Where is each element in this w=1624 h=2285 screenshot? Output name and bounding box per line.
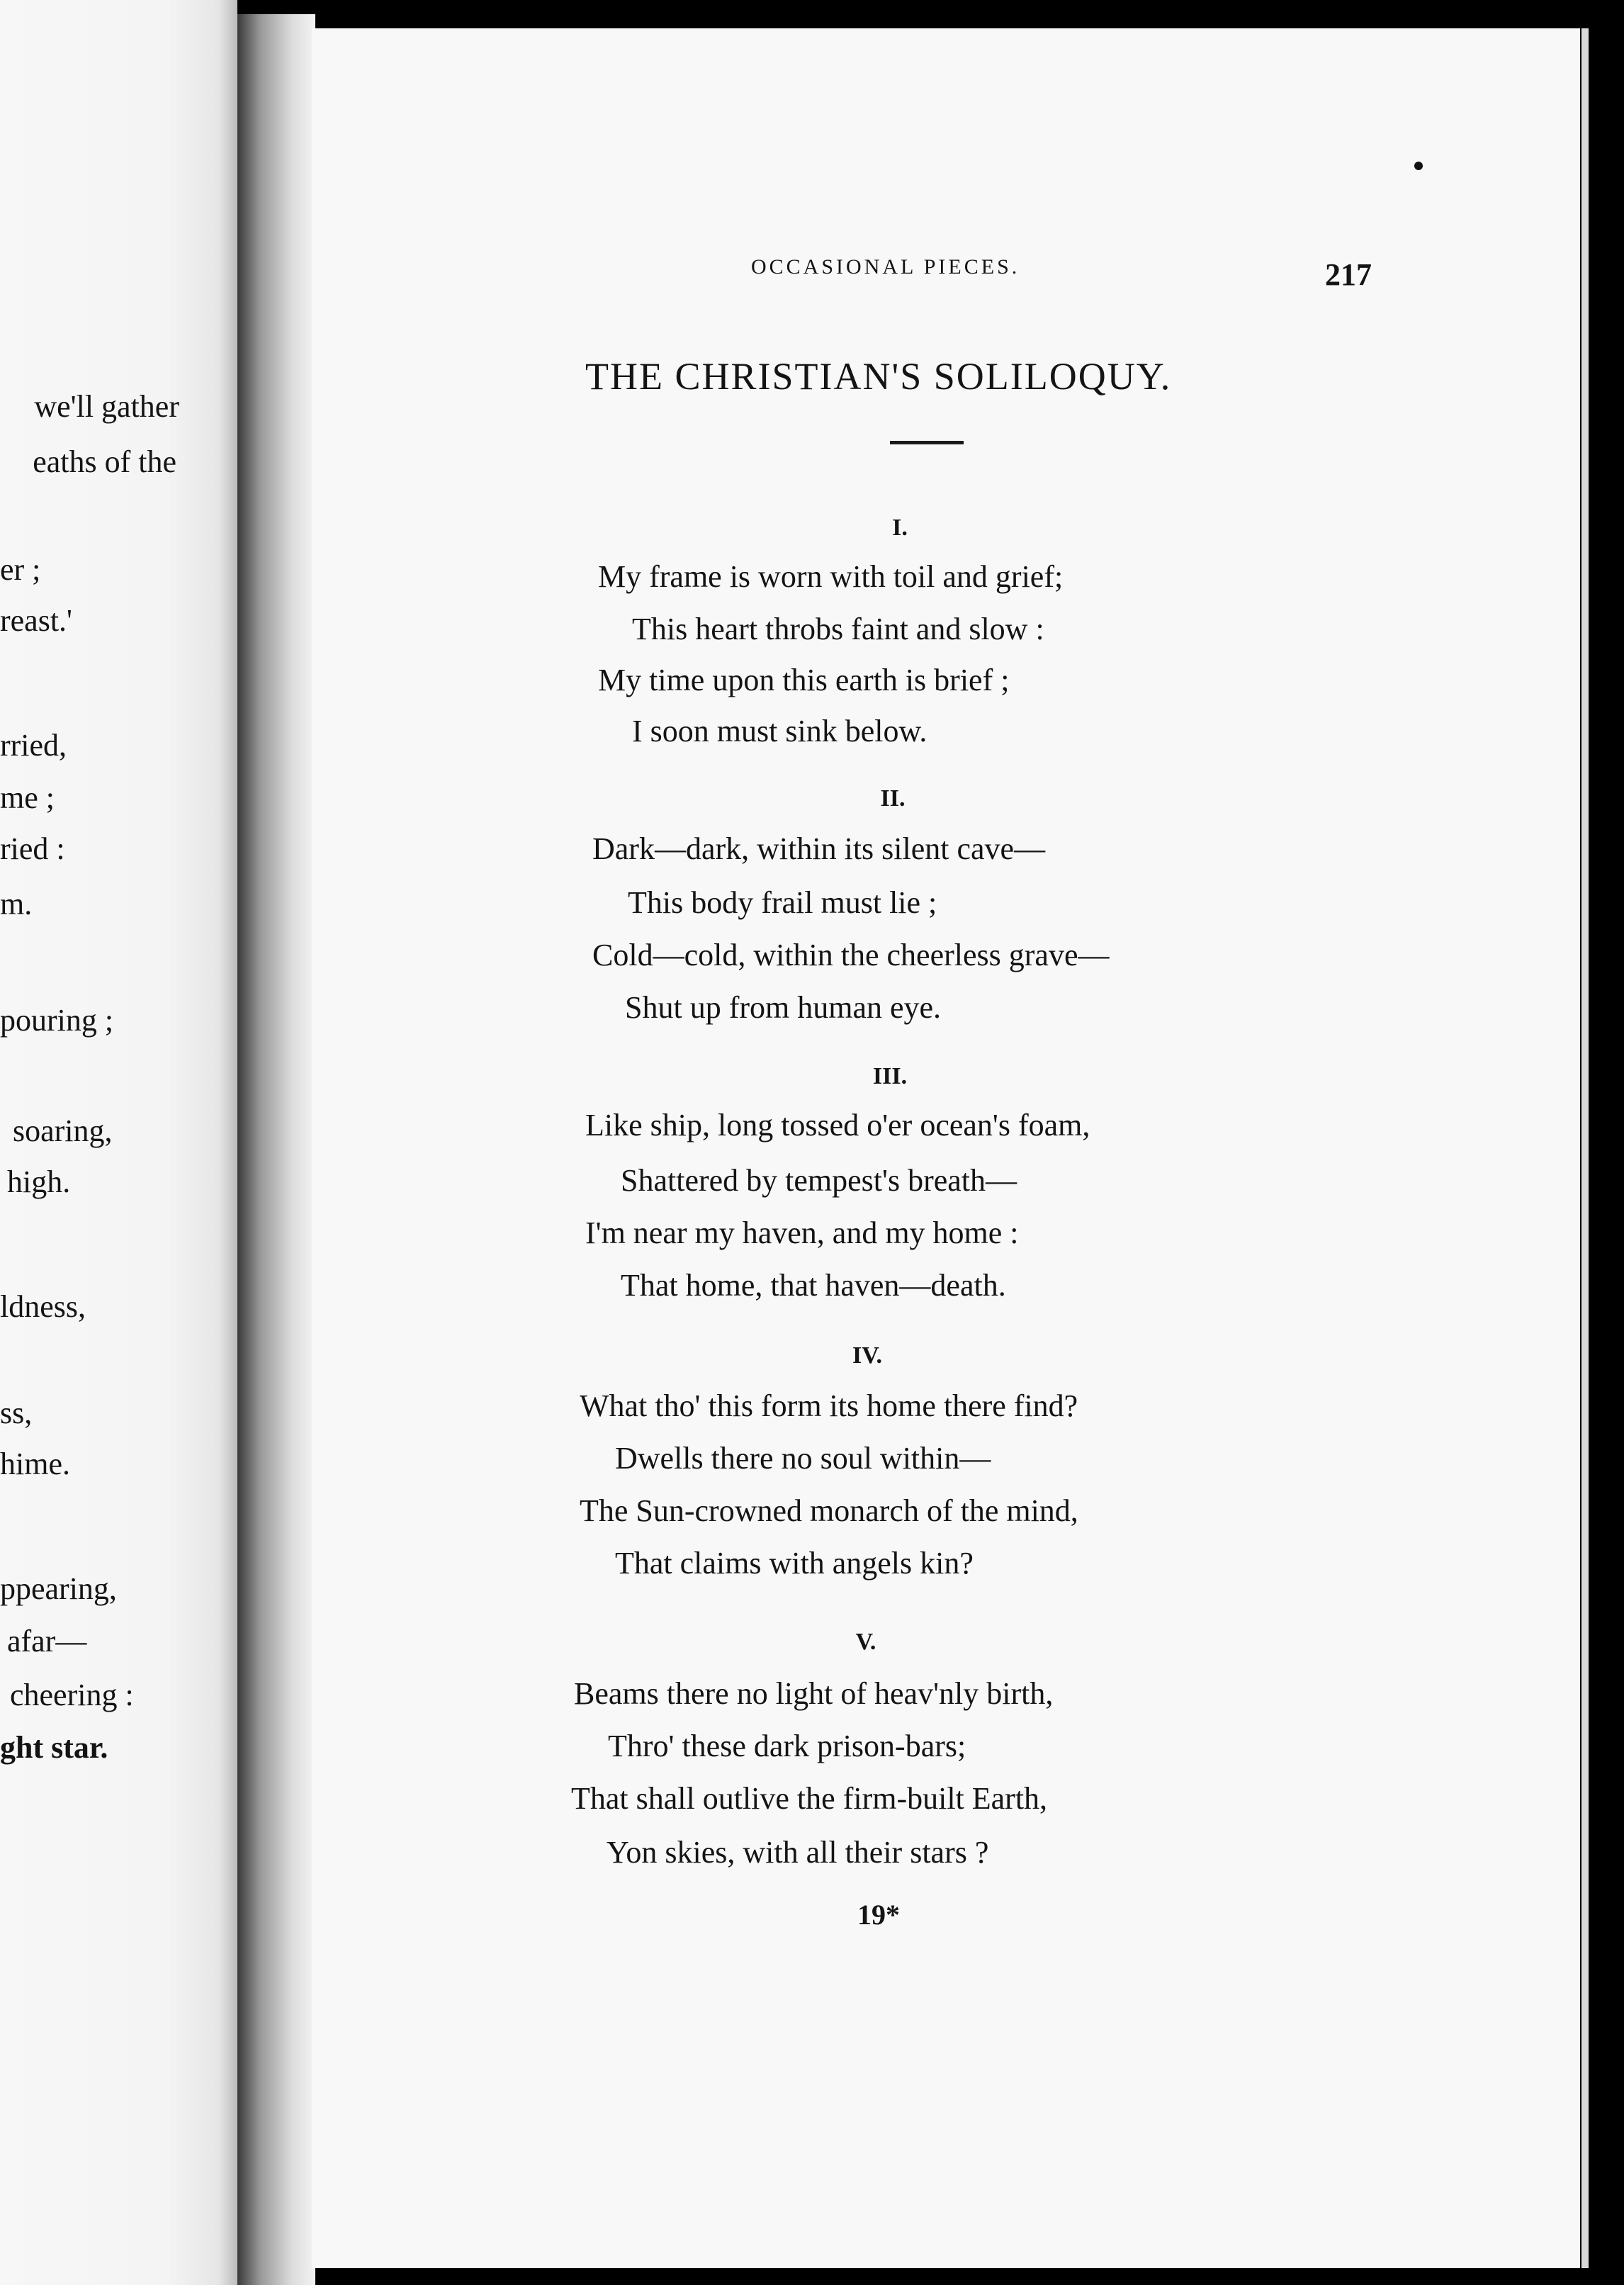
left-page (0, 0, 237, 2285)
poem-line: Dark—dark, within its silent cave— (592, 831, 1046, 866)
poem-line: What tho' this form its home there find? (580, 1388, 1078, 1423)
left-line: cheering : (10, 1678, 134, 1712)
poem-line: I soon must sink below. (632, 714, 927, 748)
poem-line: Beams there no light of heav'nly birth, (574, 1676, 1054, 1711)
left-line: ldness, (0, 1289, 86, 1324)
left-line: soaring, (13, 1113, 113, 1148)
poem-line: This heart throbs faint and slow : (632, 612, 1044, 646)
signature-mark: 19* (857, 1899, 900, 1931)
left-line: pouring ; (0, 1003, 114, 1038)
poem-line: That claims with angels kin? (615, 1546, 974, 1581)
poem-line: Yon skies, with all their stars ? (607, 1835, 989, 1870)
poem-line: Shattered by tempest's breath— (621, 1163, 1017, 1198)
left-line: ppearing, (0, 1571, 117, 1606)
poem-line: This body frail must lie ; (628, 885, 937, 920)
left-line: rried, (0, 728, 67, 763)
stanza-numeral: V. (855, 1629, 876, 1655)
left-line: ss, (0, 1396, 33, 1430)
left-line: high. (7, 1164, 71, 1199)
poem-line: That shall outlive the firm-built Earth, (571, 1781, 1048, 1816)
poem-line: Thro' these dark prison-bars; (608, 1729, 966, 1763)
poem-line: I'm near my haven, and my home : (585, 1216, 1019, 1250)
page-number: 217 (1325, 257, 1372, 292)
stanza-numeral: II. (880, 785, 906, 812)
poem-line: The Sun-crowned monarch of the mind, (580, 1493, 1078, 1528)
ink-spot (1414, 162, 1423, 170)
poem-title: THE CHRISTIAN'S SOLILOQUY. (585, 355, 1172, 398)
poem-line: Shut up from human eye. (625, 990, 942, 1025)
title-rule (890, 441, 964, 444)
left-line: eaths of the (33, 444, 176, 479)
left-line: hime. (0, 1447, 70, 1481)
stanza-numeral: I. (892, 515, 908, 541)
left-line: reast.' (0, 603, 72, 638)
left-line: me ; (0, 780, 55, 815)
left-line: afar— (7, 1624, 87, 1658)
stanza-numeral: III. (872, 1063, 908, 1089)
left-line: er ; (0, 552, 41, 587)
left-line: ried : (0, 831, 65, 866)
stanza-numeral: IV. (852, 1342, 882, 1369)
poem-line: That home, that haven—death. (621, 1268, 1006, 1303)
poem-line: Dwells there no soul within— (615, 1441, 991, 1476)
poem-line: My frame is worn with toil and grief; (598, 559, 1064, 594)
poem-line: My time upon this earth is brief ; (598, 663, 1010, 697)
left-line: m. (0, 887, 33, 921)
left-line: we'll gather (34, 389, 179, 424)
book-gutter (237, 14, 315, 2285)
page-edge (1581, 28, 1589, 2268)
poem-line: Like ship, long tossed o'er ocean's foam, (585, 1108, 1090, 1142)
poem-line: Cold—cold, within the cheerless grave— (592, 938, 1110, 972)
running-header: OCCASIONAL PIECES. (751, 255, 1020, 279)
left-line: ght star. (0, 1730, 108, 1765)
